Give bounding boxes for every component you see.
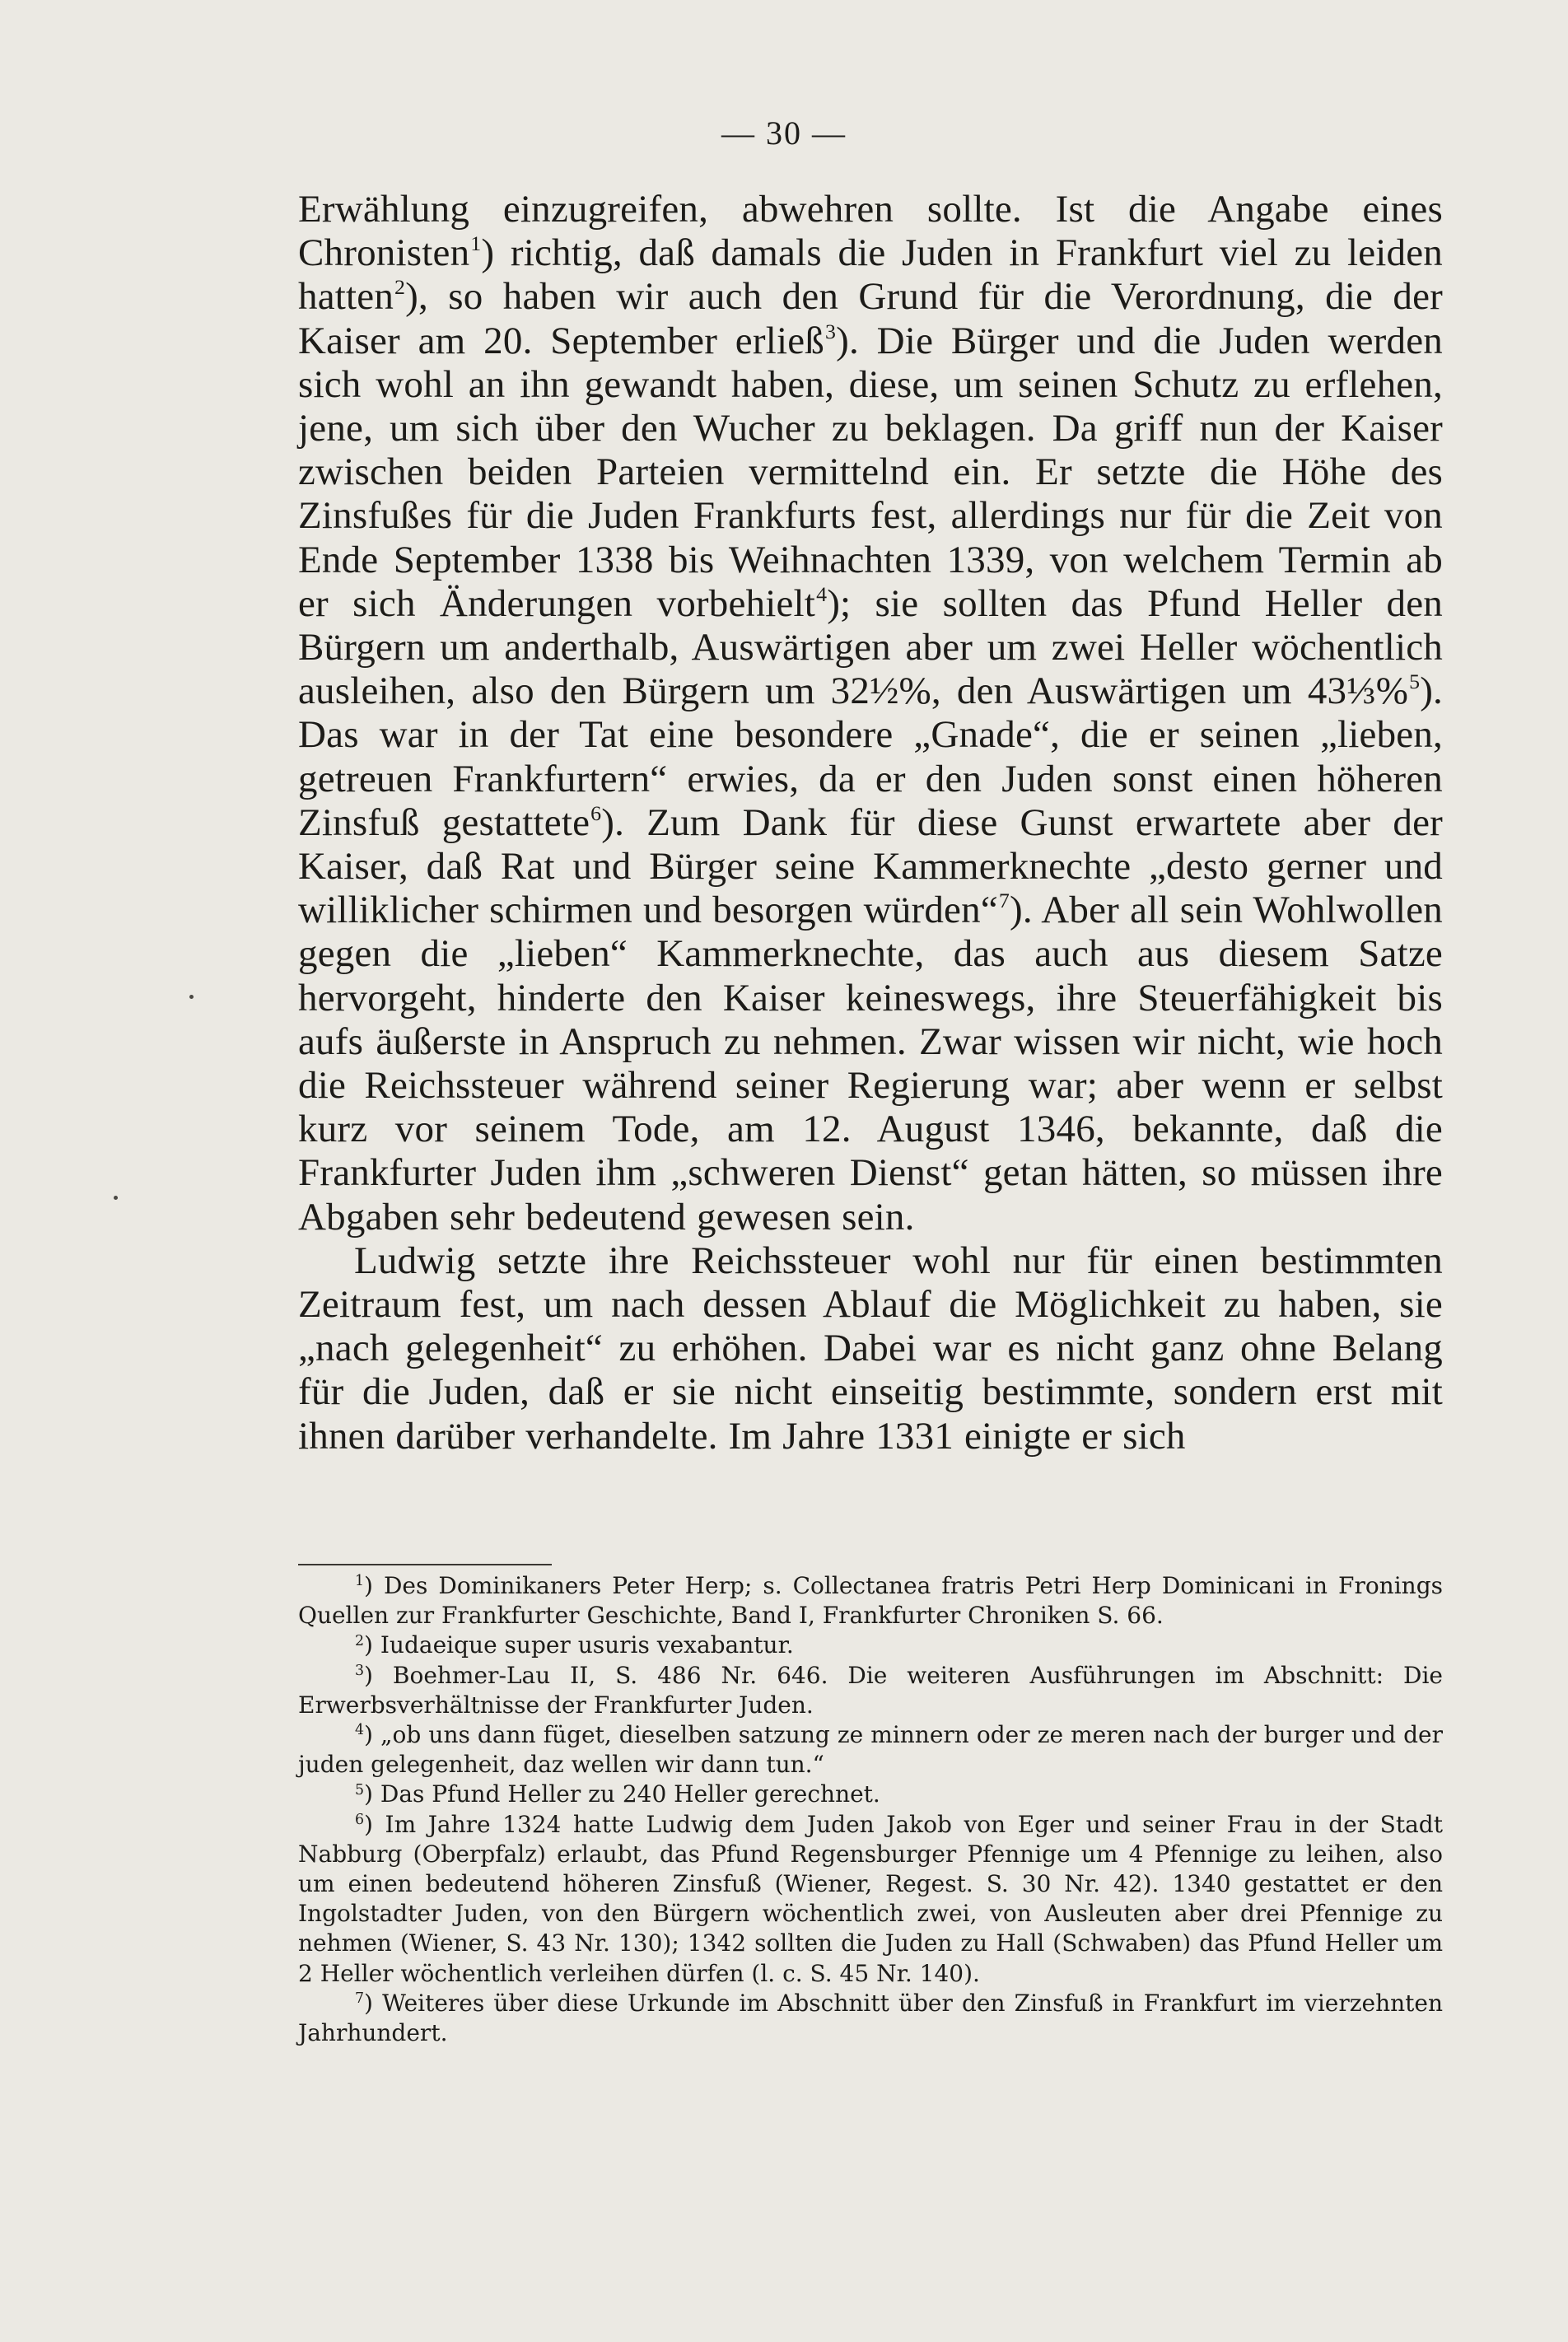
footnote-number: 3 [355,1663,365,1680]
footnote-ref-5[interactable]: 5 [1409,669,1421,694]
footnotes-section [298,1571,1443,2048]
text-run: ) richtig, daß damals die Juden in Frankfurt viel zu leiden hatten [298,231,1443,319]
footnote-ref-2[interactable]: 2 [394,275,406,300]
footnote-4 [298,1720,1443,1780]
footnote-ref-6[interactable]: 6 [590,800,602,825]
text-run: ), so haben wir auch den Grund für die Verordnung, die der Kaiser am 20. September erließ [298,275,1443,362]
footnote-text: ) Das Pfund Heller zu 240 Heller gerechnet. [364,1780,880,1808]
scan-speck [114,1196,118,1200]
text-run: ). Das war in der Tat eine besondere „Gnade“, die er seinen „lieben, getreuen Frankfurtern“ erwies, da er den Juden sonst einen höheren Zinsfuß gestattete [298,669,1443,844]
paragraph-2: Ludwig setzte ihre Reichssteuer wohl nur für einen bestimmten Zeitraum fest, um nach dessen Ablauf die Möglichkeit zu haben, sie „nach gelegenheit“ zu erhöhen. Dabei war es nicht ganz ohne Belang für die Juden, daß er sie nicht einseitig bestimmte, sondern erst mit ihnen darüber verhandelte. Im Jahre 1331 einigte er sich [298,1239,1443,1458]
page-number: — 30 — [721,114,847,152]
text-run: Erwählung einzugreifen, abwehren sollte. Ist die Angabe eines Chronisten [298,188,1443,275]
footnote-6 [298,1810,1443,1989]
footnote-1 [298,1571,1443,1631]
footnote-7 [298,1989,1443,2048]
footnote-number: 2 [355,1632,365,1649]
footnote-text: ) „ob uns dann füget, dieselben satzung ze minnern oder ze meren nach der burger und der juden gelegenheit, daz wellen wir dann tun.“ [298,1721,1443,1779]
footnote-number: 6 [355,1812,365,1829]
text-run: ); sie sollten das Pfund Heller den Bürgern um anderthalb, Auswärtigen aber um zwei Heller wöchentlich ausleihen, also den Bürgern um 32½%, den Auswärtigen um 43⅓% [298,581,1443,713]
footnote-3 [298,1661,1443,1720]
footnote-2 [298,1631,1443,1660]
footnote-text: ) Des Dominikaners Peter Herp; s. Collectanea fratris Petri Herp Dominicani in Fronings Quellen zur Frankfurter Geschichte, Band I, Frankfurter Chroniken S. 66. [298,1572,1443,1630]
footnote-text: ) Iudaeique super usuris vexabantur. [364,1631,794,1659]
footnote-text: ) Boehmer-Lau II, S. 486 Nr. 646. Die weiteren Ausführungen im Abschnitt: Die Erwerbsverhältnisse der Frankfurter Juden. [298,1661,1443,1719]
text-run: ). Aber all sein Wohlwollen gegen die „lieben“ Kammerknechte, das auch aus diesem Satze hervorgeht, hinderte den Kaiser keineswegs, ihre Steuerfähigkeit bis aufs äußerste in Anspruch zu nehmen. Zwar wissen wir nicht, wie hoch die Reichssteuer während seiner Regierung war; aber wenn er selbst kurz vor seinem Tode, am 12. August 1346, bekannte, daß die Frankfurter Juden ihm „schweren Dienst“ getan hätten, so müssen ihre Abgaben sehr bedeutend gewesen sein. [298,889,1443,1239]
text-run: ). Die Bürger und die Juden werden sich wohl an ihn gewandt haben, diese, um seinen Schutz zu erflehen, jene, um sich über den Wucher zu beklagen. Da griff nun der Kaiser zwischen beiden Parteien vermittelnd ein. Er setzte die Höhe des Zinsfußes für die Juden Frankfurts fest, allerdings nur für die Zeit von Ende September 1338 bis Weihnachten 1339, von welchem Termin ab er sich Änderungen vorbehielt [298,319,1443,625]
footnote-ref-3[interactable]: 3 [825,319,837,343]
paragraph-1 [298,188,1443,1239]
footnote-number: 1 [355,1573,365,1590]
footnote-number: 5 [355,1781,365,1798]
text-run: ). Zum Dank für diese Gunst erwartete aber der Kaiser, daß Rat und Bürger seine Kammerknechte „desto gerner und williklicher schirmen und besorgen würden“ [298,800,1443,932]
main-text [298,188,1443,1458]
footnote-number: 4 [355,1722,365,1739]
scan-speck [189,995,194,999]
footnote-5 [298,1780,1443,1809]
footnote-ref-4[interactable]: 4 [816,581,828,606]
footnote-divider [298,1564,552,1565]
footnote-ref-1[interactable]: 1 [470,231,482,256]
footnote-text: ) Weiteres über diese Urkunde im Abschnitt über den Zinsfuß in Frankfurt im vierzehnten Jahrhundert. [298,1989,1443,2047]
footnote-number: 7 [355,1990,365,2008]
footnote-text: ) Im Jahre 1324 hatte Ludwig dem Juden Jakob von Eger und seiner Frau in der Stadt Nabburg (Oberpfalz) erlaubt, das Pfund Regensburger Pfennige um 4 Pfennige zu leihen, also um einen bedeutend höheren Zinsfuß (Wiener, Regest. S. 30 Nr. 42). 1340 gestattet er den Ingolstadter Juden, von den Bürgern wöchentlich zwei, von Ausleuten aber drei Pfennige zu nehmen (Wiener, S. 43 Nr. 130); 1342 sollten die Juden zu Hall (Schwaben) das Pfund Heller um 2 Heller wöchentlich verleihen dürfen (l. c. S. 45 Nr. 140). [298,1810,1443,1987]
footnote-ref-7[interactable]: 7 [998,889,1010,913]
